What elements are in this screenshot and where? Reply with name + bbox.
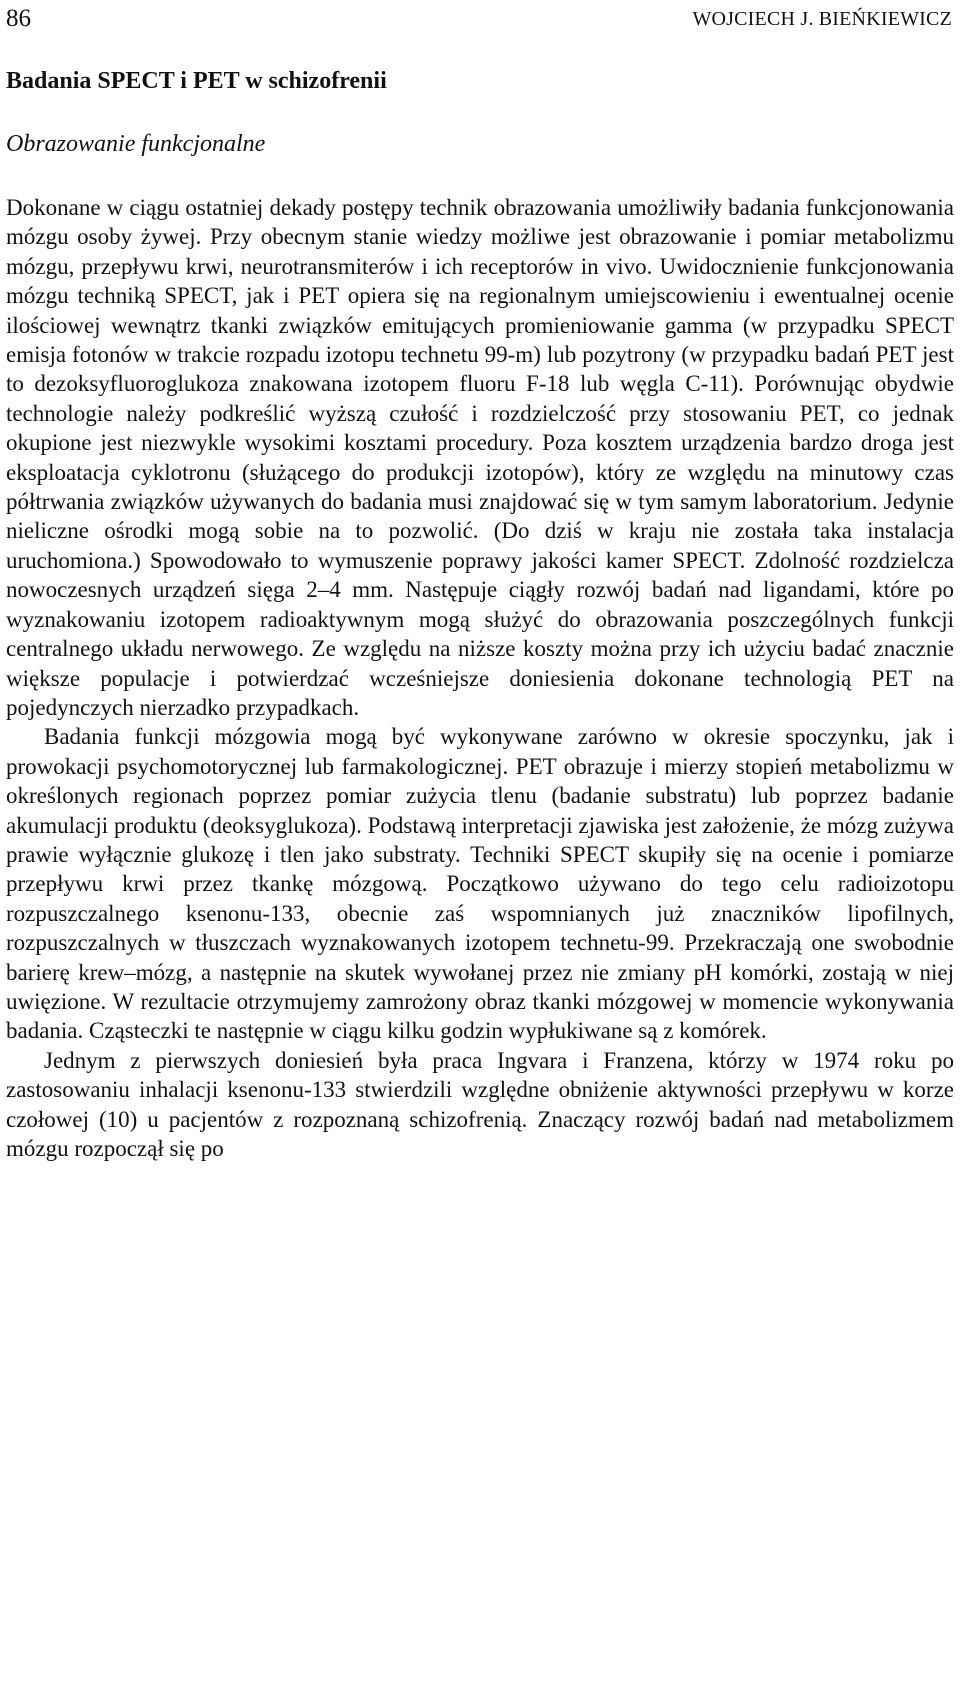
page-header	[6, 4, 952, 38]
body-text	[6, 193, 954, 1163]
paragraph-3: Jednym z pierwszych doniesień była praca Ingvara i Franzena, którzy w 1974 roku po zastosowaniu inhalacji ksenonu-133 stwierdzili względne obniżenie aktywności przepływu w korze czołowej (10) u pacjentów z rozpoznaną schizofrenią. Znaczący rozwój badań nad metabolizmem mózgu rozpoczął się po	[6, 1047, 954, 1161]
running-head-author: WOJCIECH J. BIEŃKIEWICZ	[692, 8, 952, 30]
section-title: Badania SPECT i PET w schizofrenii	[6, 68, 387, 94]
page-number: 86	[6, 5, 31, 32]
paragraph-2: Badania funkcji mózgowia mogą być wykonywane zarówno w okresie spoczynku, jak i prowokacji psychomotorycznej lub farmakologicznej. PET obrazuje i mierzy stopień metabolizmu w określonych regionach poprzez pomiar zużycia tlenu (badanie substratu) lub poprzez badanie akumulacji produktu (deoksyglukoza). Podstawą interpretacji zjawiska jest założenie, że mózg zużywa prawie wyłącznie glukozę i tlen jako substraty. Techniki SPECT skupiły się na ocenie i pomiarze przepływu krwi przez tkankę mózgową. Początkowo używano do tego celu radioizotopu rozpuszczalnego ksenonu-133, obecnie zaś wspomnianych już znaczników lipofilnych, rozpuszczalnych w tłuszczach wyznakowanych izotopem technetu-99. Przekraczają one swobodnie barierę krew–mózg, a następnie na skutek wywołanej przez nie zmiany pH komórki, zostają w niej uwięzione. W rezultacie otrzymujemy zamrożony obraz tkanki mózgowej w momencie wykonywania badania. Cząsteczki te następnie w ciągu kilku godzin wypłukiwane są z komórek.	[6, 724, 954, 1044]
paragraph-1: Dokonane w ciągu ostatniej dekady postępy technik obrazowania umożliwiły badania funkcjonowania mózgu osoby żywej. Przy obecnym stanie wiedzy możliwe jest obrazowanie i pomiar metabolizmu mózgu, przepływu krwi, neurotransmiterów i ich receptorów in vivo. Uwidocznienie funkcjonowania mózgu techniką SPECT, jak i PET opiera się na regionalnym umiejscowieniu i ewentualnej ocenie ilościowej wewnątrz tkanki związków emitujących promieniowanie gamma (w przypadku SPECT emisja fotonów w trakcie rozpadu izotopu technetu 99-m) lub pozytrony (w przypadku badań PET jest to dezoksyfluoroglukoza znakowana izotopem fluoru F-18 lub węgla C-11). Porównując obydwie technologie należy podkreślić wyższą czułość i rozdzielczość przy stosowaniu PET, co jednak okupione jest niezwykle wysokimi kosztami procedury. Poza kosztem urządzenia bardzo droga jest eksploatacja cyklotronu (służącego do produkcji izotopów), który ze względu na minutowy czas półtrwania związków używanych do badania musi znajdować się w tym samym laboratorium. Jedynie nieliczne ośrodki mogą sobie na to pozwolić. (Do dziś w kraju nie została taka instalacja uruchomiona.) Spowodowało to wymuszenie poprawy jakości kamer SPECT. Zdolność rozdzielcza nowoczesnych urządzeń sięga 2–4 mm. Następuje ciągły rozwój badań nad ligandami, które po wyznakowaniu izotopem radioaktywnym mogą służyć do obrazowania poszczególnych funkcji centralnego układu nerwowego. Ze względu na niższe koszty można przy ich użyciu badać znacznie większe populacje i potwierdzać wcześniejsze doniesienia dokonane technologią PET na pojedynczych nierzadko przypadkach.	[6, 195, 954, 720]
subsection-title: Obrazowanie funkcjonalne	[6, 131, 266, 157]
